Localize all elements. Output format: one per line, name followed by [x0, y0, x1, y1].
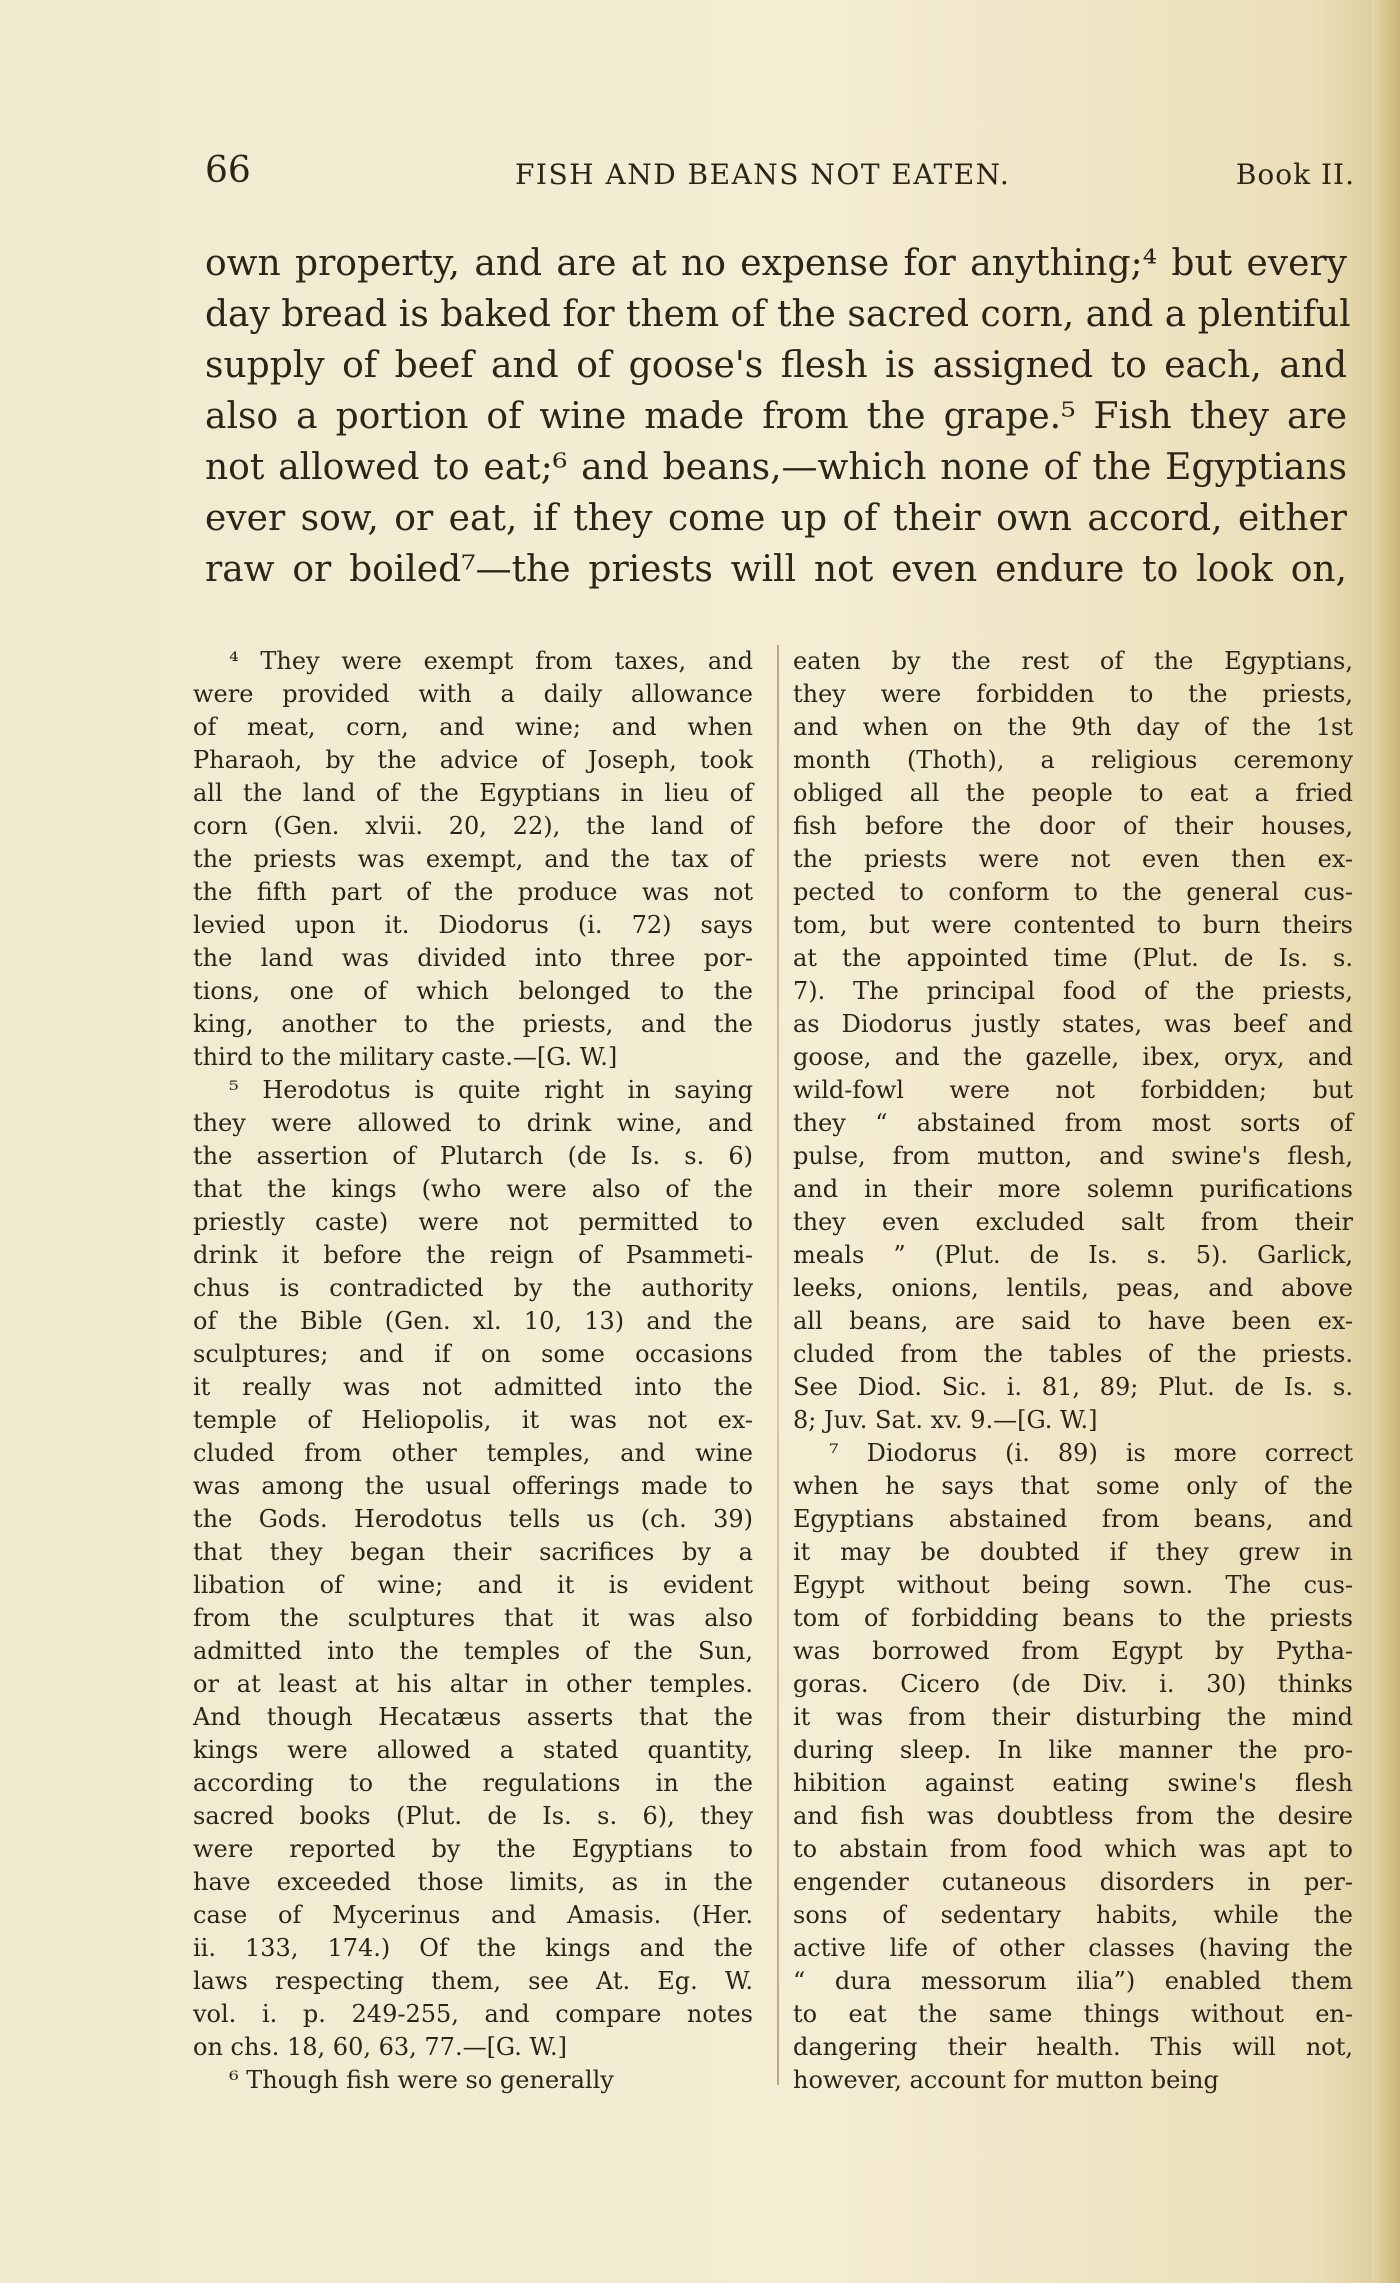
footnote-line: they were allowed to drink wine, and [193, 1109, 753, 1137]
footnote-line: it really was not admitted into the [193, 1373, 753, 1401]
footnote-line: that the kings (who were also of the [193, 1175, 753, 1203]
footnote-line: all the land of the Egyptians in lieu of [193, 779, 753, 807]
footnote-line: leeks, onions, lentils, peas, and above [793, 1274, 1353, 1302]
footnote-line: active life of other classes (having the [793, 1934, 1353, 1962]
footnote-line: the land was divided into three por- [193, 944, 753, 972]
footnote-line: eaten by the rest of the Egyptians, [793, 647, 1353, 675]
footnote-line: tions, one of which belonged to the [193, 977, 753, 1005]
footnote-line: was among the usual offerings made to [193, 1472, 753, 1500]
footnote-line: the Gods. Herodotus tells us (ch. 39) [193, 1505, 753, 1533]
footnote-line: and when on the 9th day of the 1st [793, 713, 1353, 741]
footnote-line: temple of Heliopolis, it was not ex- [193, 1406, 753, 1434]
footnote-line: laws respecting them, see At. Eg. W. [193, 1967, 753, 1995]
footnote-line: Pharaoh, by the advice of Joseph, took [193, 746, 753, 774]
footnote-line: ⁴ They were exempt from taxes, and [229, 647, 753, 675]
footnote-line: however, account for mutton being [793, 2066, 1219, 2094]
footnote-line: sacred books (Plut. de Is. s. 6), they [193, 1802, 753, 1830]
footnote-line: vol. i. p. 249-255, and compare notes [193, 2000, 753, 2028]
footnote-line: pected to conform to the general cus- [793, 878, 1353, 906]
footnote-line: as Diodorus justly states, was beef and [793, 1010, 1353, 1038]
footnote-line: Egyptians abstained from beans, and [793, 1505, 1353, 1533]
footnote-line: they “ abstained from most sorts of [793, 1109, 1353, 1137]
body-line: day bread is baked for them of the sacred corn, and a plentiful [205, 294, 1351, 335]
footnote-line: levied upon it. Diodorus (i. 72) says [193, 911, 753, 939]
footnote-line: and fish was doubtless from the desire [793, 1802, 1353, 1830]
footnote-line: king, another to the priests, and the [193, 1010, 753, 1038]
footnote-line: ii. 133, 174.) Of the kings and the [193, 1934, 753, 1962]
footnote-line: case of Mycerinus and Amasis. (Her. [193, 1901, 753, 1929]
running-title: FISH AND BEANS NOT EATEN. [515, 158, 1011, 191]
body-line: supply of beef and of goose's flesh is assigned to each, and [205, 345, 1347, 386]
footnote-line: goose, and the gazelle, ibex, oryx, and [793, 1043, 1353, 1071]
footnote-line: of meat, corn, and wine; and when [193, 713, 753, 741]
page-number: 66 [205, 150, 251, 191]
footnote-line: or at least at his altar in other temples. [193, 1670, 753, 1698]
body-line: ever sow, or eat, if they come up of their own accord, either [205, 498, 1347, 539]
footnote-line: 8; Juv. Sat. xv. 9.—[G. W.] [793, 1406, 1098, 1434]
footnote-line: third to the military caste.—[G. W.] [193, 1043, 618, 1071]
footnotes-right-column [793, 645, 1353, 2097]
footnote-line: month (Thoth), a religious ceremony [793, 746, 1353, 774]
main-text [205, 238, 1351, 595]
footnote-line: were provided with a daily allowance [193, 680, 753, 708]
footnote-line: during sleep. In like manner the pro- [793, 1736, 1353, 1764]
footnote-line: sculptures; and if on some occasions [193, 1340, 753, 1368]
footnote-line: See Diod. Sic. i. 81, 89; Plut. de Is. s. [793, 1373, 1353, 1401]
footnote-line: were reported by the Egyptians to [193, 1835, 753, 1863]
footnote-line: fish before the door of their houses, [793, 812, 1353, 840]
footnote-line: libation of wine; and it is evident [193, 1571, 753, 1599]
footnote-line: meals ” (Plut. de Is. s. 5). Garlick, [793, 1241, 1353, 1269]
book-label: Book II. [1235, 158, 1355, 191]
footnote-line: Egypt without being sown. The cus- [793, 1571, 1353, 1599]
footnote-line: hibition against eating swine's flesh [793, 1769, 1353, 1797]
footnote-line: ⁵ Herodotus is quite right in saying [229, 1076, 753, 1104]
footnote-line: and in their more solemn purifications [793, 1175, 1353, 1203]
footnote-line: the priests was exempt, and the tax of [193, 845, 753, 873]
footnote-line: corn (Gen. xlvii. 20, 22), the land of [193, 812, 753, 840]
footnote-line: they even excluded salt from their [793, 1208, 1353, 1236]
body-line: not allowed to eat;⁶ and beans,—which none of the Egyptians [205, 447, 1347, 488]
running-header [205, 150, 1355, 200]
footnote-line: 7). The principal food of the priests, [793, 977, 1353, 1005]
footnote-line: they were forbidden to the priests, [793, 680, 1353, 708]
body-line: also a portion of wine made from the grape.⁵ Fish they are [205, 396, 1347, 437]
footnote-line: was borrowed from Egypt by Pytha- [793, 1637, 1353, 1665]
footnote-line: the priests were not even then ex- [793, 845, 1353, 873]
footnote-line: And though Hecatæus asserts that the [193, 1703, 753, 1731]
footnote-line: from the sculptures that it was also [193, 1604, 753, 1632]
footnote-line: “ dura messorum ilia”) enabled them [793, 1967, 1353, 1995]
footnote-line: have exceeded those limits, as in the [193, 1868, 753, 1896]
footnote-line: all beans, are said to have been ex- [793, 1307, 1353, 1335]
footnote-line: cluded from other temples, and wine [193, 1439, 753, 1467]
footnote-line: wild-fowl were not forbidden; but [793, 1076, 1353, 1104]
footnote-line: to eat the same things without en- [793, 2000, 1353, 2028]
footnote-line: it may be doubted if they grew in [793, 1538, 1353, 1566]
footnote-line: obliged all the people to eat a fried [793, 779, 1353, 807]
footnote-line: drink it before the reign of Psammeti- [193, 1241, 753, 1269]
footnote-line: of the Bible (Gen. xl. 10, 13) and the [193, 1307, 753, 1335]
body-line: raw or boiled⁷—the priests will not even endure to look on, [205, 549, 1347, 590]
footnote-line: engender cutaneous disorders in per- [793, 1868, 1353, 1896]
footnote-line: tom of forbidding beans to the priests [793, 1604, 1353, 1632]
footnote-line: on chs. 18, 60, 63, 77.—[G. W.] [193, 2033, 567, 2061]
footnote-line: cluded from the tables of the priests. [793, 1340, 1353, 1368]
footnote-line: chus is contradicted by the authority [193, 1274, 753, 1302]
footnote-line: tom, but were contented to burn theirs [793, 911, 1353, 939]
footnote-line: kings were allowed a stated quantity, [193, 1736, 753, 1764]
footnote-line: that they began their sacrifices by a [193, 1538, 753, 1566]
footnote-line: to abstain from food which was apt to [793, 1835, 1353, 1863]
footnote-line: admitted into the temples of the Sun, [193, 1637, 753, 1665]
footnote-line: dangering their health. This will not, [793, 2033, 1353, 2061]
column-divider [777, 645, 779, 2085]
footnote-line: according to the regulations in the [193, 1769, 753, 1797]
footnote-line: sons of sedentary habits, while the [793, 1901, 1353, 1929]
footnote-line: the assertion of Plutarch (de Is. s. 6) [193, 1142, 753, 1170]
body-line: own property, and are at no expense for anything;⁴ but every [205, 243, 1347, 284]
footnote-line: goras. Cicero (de Div. i. 30) thinks [793, 1670, 1353, 1698]
footnote-line: at the appointed time (Plut. de Is. s. [793, 944, 1353, 972]
footnote-line: pulse, from mutton, and swine's flesh, [793, 1142, 1353, 1170]
footnote-line: ⁷ Diodorus (i. 89) is more correct [829, 1439, 1353, 1467]
footnote-line: the fifth part of the produce was not [193, 878, 753, 906]
footnote-line: ⁶ Though fish were so generally [229, 2066, 614, 2094]
footnotes-left-column [193, 645, 753, 2097]
page-edge [1372, 0, 1400, 2283]
footnote-line: priestly caste) were not permitted to [193, 1208, 753, 1236]
footnote-line: when he says that some only of the [793, 1472, 1353, 1500]
footnote-line: it was from their disturbing the mind [793, 1703, 1353, 1731]
